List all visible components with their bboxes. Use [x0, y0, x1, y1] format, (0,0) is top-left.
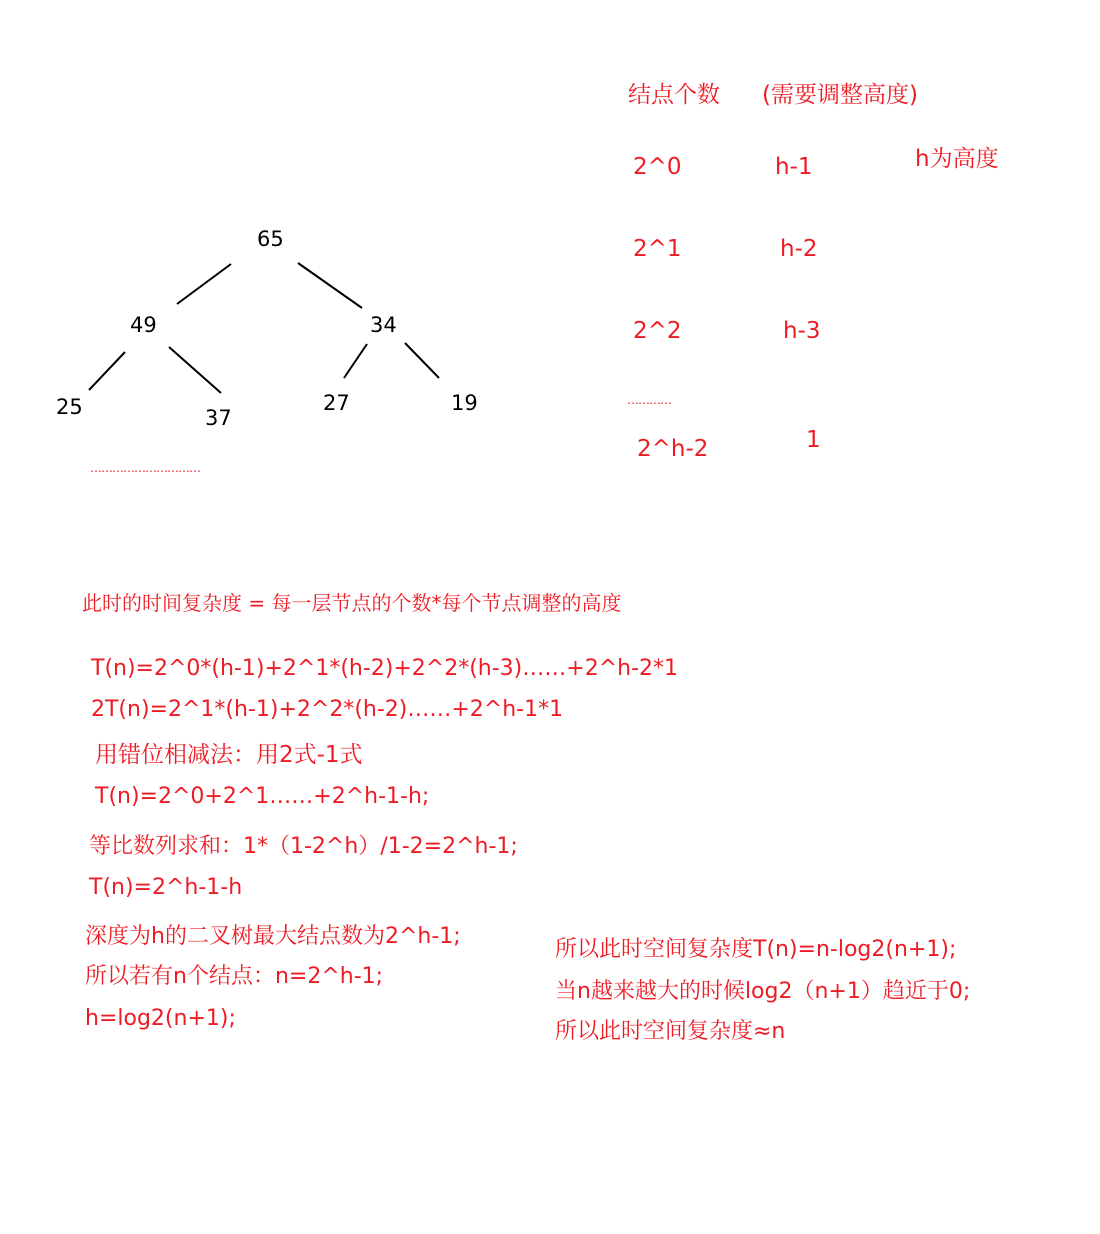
- tree-node: 37: [205, 406, 232, 430]
- edge-34-19: [405, 343, 439, 378]
- edge-65-34: [298, 263, 362, 308]
- row-height-last: 1: [806, 427, 821, 453]
- complexity-definition: 此时的时间复杂度 = 每一层节点的个数*每个节点调整的高度: [82, 591, 622, 615]
- edge-49-25: [89, 352, 125, 390]
- subtraction-method: 用错位相减法：用2式-1式: [95, 742, 363, 768]
- equation-4: T(n)=2^h-1-h: [89, 875, 243, 900]
- tree-node: 19: [451, 391, 478, 415]
- conclusion-line: 所以此时空间复杂度T(n)=n-log2(n+1);: [555, 937, 957, 962]
- height-formula: h=log2(n+1);: [85, 1006, 236, 1031]
- equation-1: T(n)=2^0*(h-1)+2^1*(h-2)+2^2*(h-3)……+2^h-2*1: [91, 656, 679, 681]
- header-node-count: 结点个数: [628, 82, 720, 108]
- row-count: 2^0: [633, 154, 682, 180]
- row-count: 2^2: [633, 318, 682, 344]
- depth-fact: 深度为h的二叉树最大结点数为2^h-1;: [85, 924, 461, 949]
- row-height: h-3: [783, 318, 821, 344]
- tree-node: 49: [130, 313, 157, 337]
- tree-node-root: 65: [257, 227, 284, 251]
- row-count-last: 2^h-2: [637, 436, 709, 462]
- conclusion-line: 所以此时空间复杂度≈n: [555, 1019, 786, 1044]
- edge-49-37: [169, 347, 221, 393]
- equation-3: T(n)=2^0+2^1……+2^h-1-h;: [95, 784, 430, 809]
- row-height: h-2: [780, 236, 818, 262]
- header-adjust-height: (需要调整高度): [762, 82, 918, 108]
- row-count: 2^1: [633, 236, 682, 262]
- row-height: h-1: [775, 154, 813, 180]
- tree-ellipsis: …………………………: [90, 461, 200, 475]
- geometric-sum: 等比数列求和：1*（1-2^h）/1-2=2^h-1;: [89, 834, 518, 859]
- edge-65-49: [177, 264, 231, 304]
- height-note: h为高度: [915, 146, 999, 172]
- conclusion-line: 当n越来越大的时候log2（n+1）趋近于0;: [555, 979, 971, 1004]
- node-relation: 所以若有n个结点：n=2^h-1;: [85, 964, 384, 989]
- tree-node: 27: [323, 391, 350, 415]
- tree-node: 25: [56, 395, 83, 419]
- table-ellipsis: …………: [627, 393, 671, 407]
- edge-34-27: [344, 344, 367, 378]
- tree-node: 34: [370, 313, 397, 337]
- equation-2: 2T(n)=2^1*(h-1)+2^2*(h-2)……+2^h-1*1: [91, 697, 564, 722]
